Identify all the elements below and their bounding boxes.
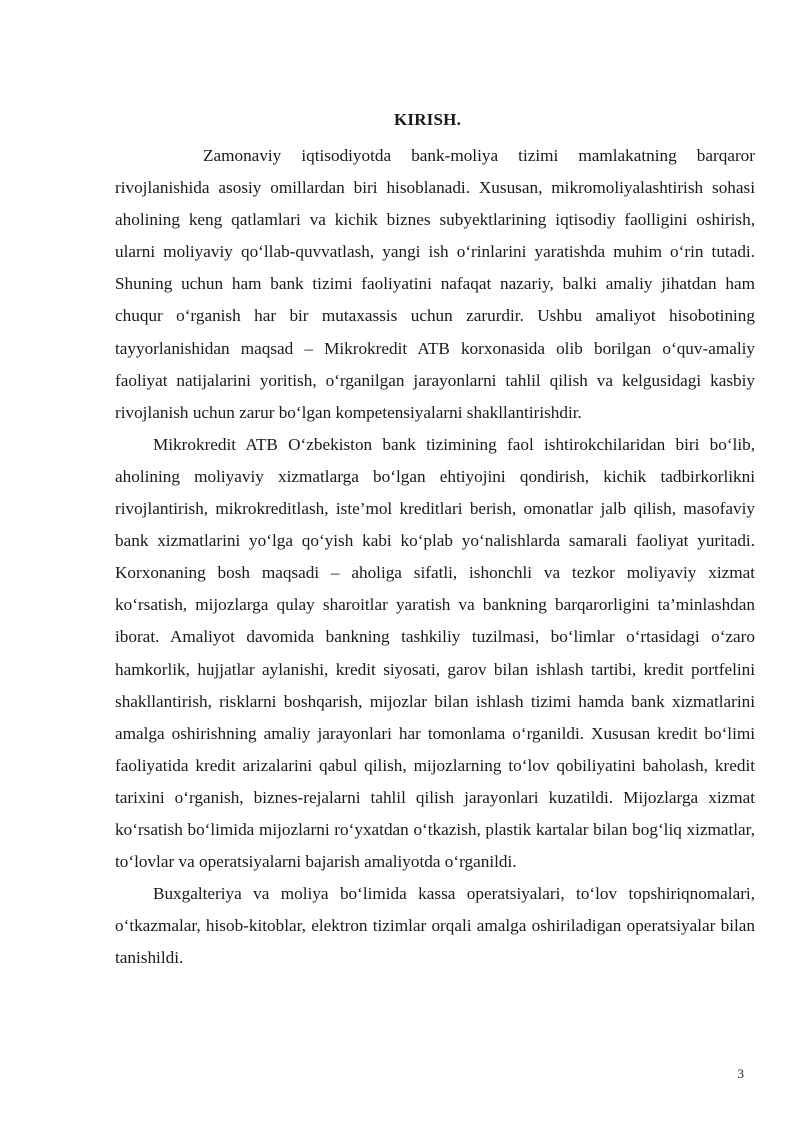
paragraph-company: Mikrokredit ATB O‘zbekiston bank tizimining faol ishtirokchilaridan biri bo‘lib, aholining moliyaviy xizmatlarga bo‘lgan ehtiyojini qondirish, kichik tadbirkorlikni rivojlantirish, mikrokreditlash, iste’mol kreditlari berish, omonatlar jalb qilish, masofaviy bank xizmatlarini yo‘lga qo‘yish kabi ko‘plab yo‘nalishlarda samarali faoliyat yuritadi. Korxonaning bosh maqsadi – aholiga sifatli, ishonchli va tezkor moliyaviy xizmat ko‘rsatish, mijozlarga qulay sharoitlar yaratish va bankning barqarorligini ta’minlashdan iborat. Amaliyot davomida bankning tashkiliy tuzilmasi, bo‘limlar o‘rtasidagi o‘zaro hamkorlik, hujjatlar aylanishi, kredit siyosati, garov bilan ishlash tartibi, kredit portfelini shakllantirish, risklarni boshqarish, mijozlar bilan ishlash tizimi hamda bank xizmatlarini amalga oshirishning amaliy jarayonlari har tomonlama o‘rganildi. Xususan kredit bo‘limi faoliyatida kredit arizalarini qabul qilish, mijozlarning to‘lov qobiliyatini baholash, kredit tarixini o‘rganish, biznes-rejalarni tahlil qilish jarayonlari kuzatildi. Mijozlarga xizmat ko‘rsatish bo‘limida mijozlarni ro‘yxatdan o‘tkazish, plastik kartalar bilan bog‘liq xizmatlar, to‘lovlar va operatsiyalarni bajarish amaliyotda o‘rganildi. xyxy=(115,434,755,872)
section-heading: KIRISH. xyxy=(393,110,462,129)
page-number: 3 xyxy=(737,1066,744,1081)
paragraph-intro: Zamonaviy iqtisodiyotda bank-moliya tizimi mamlakatning barqaror rivojlanishida asosiy omillardan biri hisoblanadi. Xususan, mikromoliyalashtirish sohasi aholining keng qatlamlari va kichik biznes subyektlarining iqtisodiy faolligini oshirish, ularni moliyaviy qo‘llab-quvvatlash, yangi ish o‘rinlarini yaratishda muhim o‘rin tutadi. Shuning uchun ham bank tizimi faoliyatini nafaqat nazariy, balki amaliy jihatdan ham chuqur o‘rganish har bir mutaxassis uchun zarurdir. Ushbu amaliyot hisobotining tayyorlanishidan maqsad – Mikrokredit ATB korxonasida olib borilgan o‘quv-amaliy faoliyat natijalarini yoritish, o‘rganilgan jarayonlarni tahlil qilish va kelgusidagi kasbiy rivojlanish uchun zarur bo‘lgan kompetensiyalarni shakllantirishdir. xyxy=(115,146,755,422)
body-text xyxy=(115,140,755,974)
paragraph-accounting: Buxgalteriya va moliya bo‘limida kassa operatsiyalari, to‘lov topshiriqnomalari, o‘tkazmalar, hisob-kitoblar, elektron tizimlar orqali amalga oshiriladigan operatsiyalar bilan tanishildi. xyxy=(115,884,755,968)
